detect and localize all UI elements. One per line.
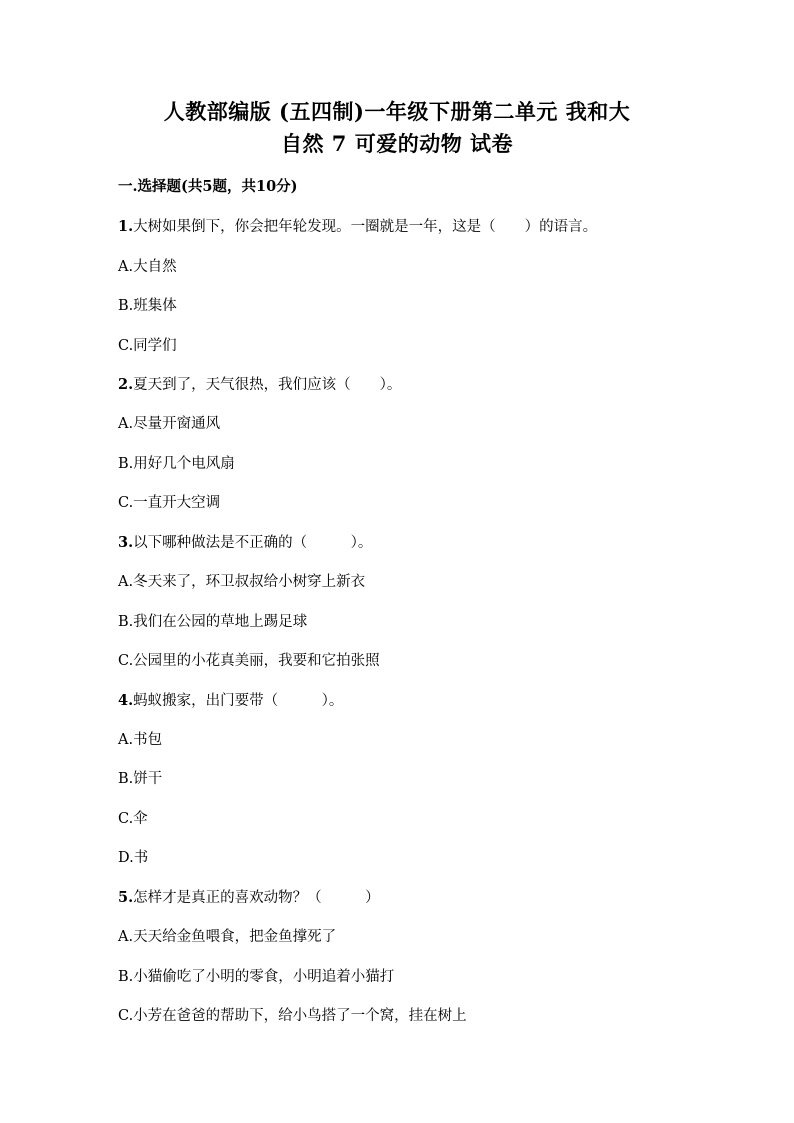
question-2: [118, 374, 401, 396]
section-heading: 一.选择题(共5题，共10分): [118, 178, 298, 195]
question-3: [118, 532, 372, 554]
option-5b: B.小猫偷吃了小明的零食，小明追着小猫打: [118, 969, 395, 985]
option-3c: C.公园里的小花真美丽，我要和它拍张照: [118, 653, 380, 669]
option-2a: A.尽量开窗通风: [118, 416, 221, 432]
question-1: [118, 216, 597, 238]
option-5c: C.小芳在爸爸的帮助下，给小鸟搭了一个窝，挂在树上: [118, 1008, 467, 1024]
question-text: 夏天到了，天气很热，我们应该（ ）。: [133, 377, 402, 393]
option-4a: A.书包: [118, 732, 163, 748]
question-text: 怎样才是真正的喜欢动物？（ ）: [133, 890, 380, 906]
page-title-line-2: 自然 7 可爱的动物 试卷: [280, 131, 514, 156]
option-3b: B.我们在公园的草地上踢足球: [118, 614, 308, 630]
option-3a: A.冬天来了，环卫叔叔给小树穿上新衣: [118, 574, 366, 590]
question-number: 1.: [118, 218, 134, 235]
option-1c: C.同学们: [118, 338, 177, 354]
question-number: 2.: [118, 376, 134, 393]
question-number: 4.: [118, 692, 134, 709]
option-2c: C.一直开大空调: [118, 495, 221, 511]
option-4b: B.饼干: [118, 771, 163, 787]
option-5a: A.天天给金鱼喂食，把金鱼撑死了: [118, 929, 337, 945]
option-4c: C.伞: [118, 811, 148, 827]
option-1b: B.班集体: [118, 298, 177, 314]
question-text: 以下哪种做法是不正确的（ ）。: [133, 535, 373, 551]
option-2b: B.用好几个电风扇: [118, 456, 235, 472]
question-text: 蚂蚁搬家，出门要带（ ）。: [133, 693, 344, 709]
question-number: 3.: [118, 534, 134, 551]
option-1a: A.大自然: [118, 259, 177, 275]
question-4: [118, 690, 343, 712]
question-5: [118, 887, 380, 909]
page-title-line-1: 人教部编版 (五四制)一年级下册第二单元 我和大: [163, 99, 631, 124]
option-4d: D.书: [118, 850, 149, 866]
question-number: 5.: [118, 889, 134, 906]
question-text: 大树如果倒下，你会把年轮发现。一圈就是一年，这是（ ）的语言。: [133, 219, 598, 235]
